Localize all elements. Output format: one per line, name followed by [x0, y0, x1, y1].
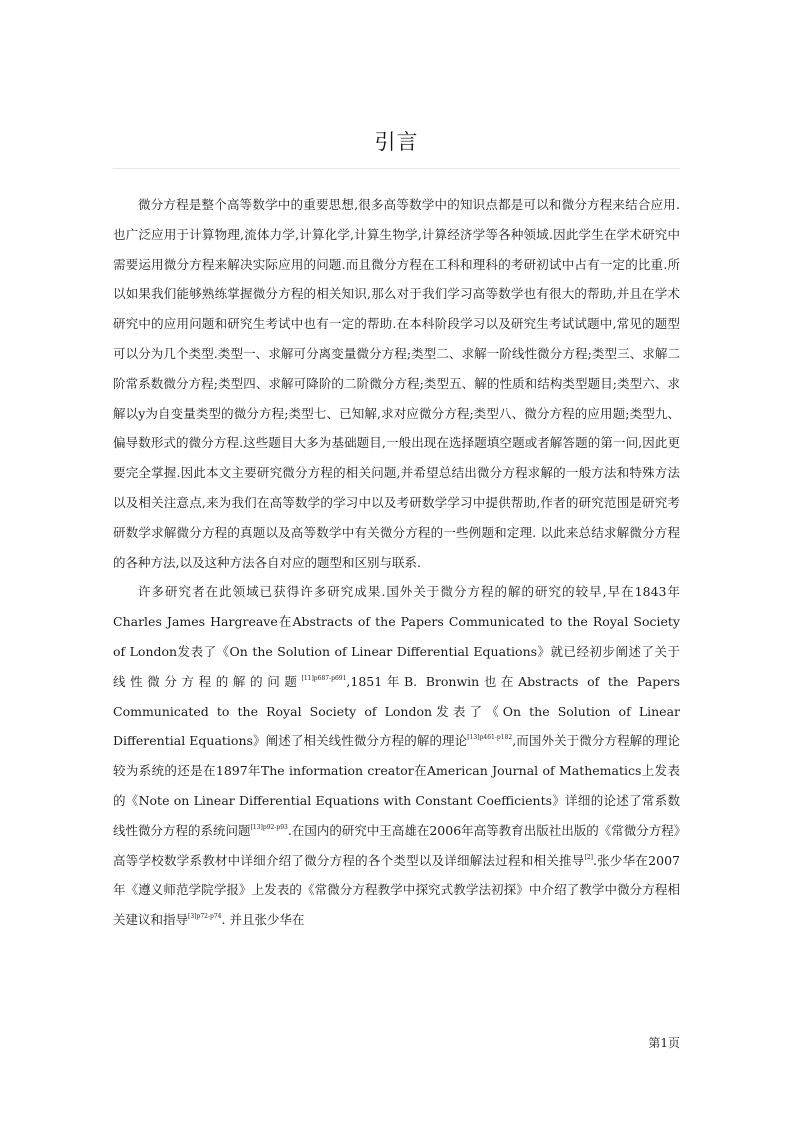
page-title: 引言 — [374, 130, 419, 154]
body-text — [113, 190, 680, 935]
sentence: ,1851年B. Bronwin也在Abstracts of the Papers Communicated to the Royal Society of London发表了《On the Solution of Linear Differential Equations》阐述了相关线性微分方程的解的理论 — [113, 673, 680, 749]
sentence: .在国内的研究中王高雄在2006年高等教育出版社出版的《常微分方程》高等学校数学系教材中详细介绍了微分方程的各个类型以及详细解法过程和相关推导 — [113, 822, 680, 868]
paragraph-research-history — [113, 577, 680, 935]
citation-ref: [11]p687-p691 — [301, 674, 347, 682]
citation-ref: [13]p461-p182 — [467, 734, 513, 742]
title-divider — [113, 168, 680, 169]
citation-ref: [3]p72-p74 — [188, 913, 222, 921]
sentence: .张少华在2007年《遵义师范学院学报》上发表的《常微分方程教学中探究式教学法初探》中介绍了教学中微分方程相关建议和指导 — [113, 852, 680, 928]
sentence: 许多研究者在此领域已获得许多研究成果.国外关于微分方程的解的研究的较早,早在1843年Charles James Hargreave在Abstracts of the Papers Communicated to the Royal Society of London发表了《On the Solution of Linear Differential Equations》就已经初步阐述了关于线性微分方程的解的问题 — [113, 584, 680, 689]
sentence: . 并且张少华在 — [221, 912, 305, 928]
page-number: 第1页 — [648, 1036, 680, 1050]
paragraph-intro: 微分方程是整个高等数学中的重要思想,很多高等数学中的知识点都是可以和微分方程来结合应用.也广泛应用于计算物理,流体力学,计算化学,计算生物学,计算经济学等各种领域.因此学生在学术研究中需要运用微分方程来解决实际应用的问题.而且微分方程在工科和理科的考研初试中占有一定的比重.所以如果我们能够熟练掌握微分方程的相关知识,那么对于我们学习高等数学也有很大的帮助,并且在学术研究中的应用问题和研究生考试中也有一定的帮助.在本科阶段学习以及研究生考试试题中,常见的题型可以分为几个类型.类型一、求解可分离变量微分方程;类型二、求解一阶线性微分方程;类型三、求解二阶常系数微分方程;类型四、求解可降阶的二阶微分方程;类型五、解的性质和结构类型题目;类型六、求解以y为自变量类型的微分方程;类型七、已知解,求对应微分方程;类型八、微分方程的应用题;类型九、偏导数形式的微分方程.这些题目大多为基础题目,一般出现在选择题填空题或者解答题的第一问,因此更要完全掌握.因此本文主要研究微分方程的相关问题,并希望总结出微分方程求解的一般方法和特殊方法以及相关注意点,来为我们在高等数学的学习中以及考研数学学习中提供帮助,作者的研究范围是研究考研数学求解微分方程的真题以及高等数学中有关微分方程的一些例题和定理. 以此来总结求解微分方程的各种方法,以及这种方法各自对应的题型和区别与联系. — [113, 197, 680, 570]
citation-ref: [13]p92-p93 — [250, 823, 288, 831]
citation-ref: [2] — [584, 853, 593, 861]
sentence: ,而国外关于微分方程解的理论较为系统的还是在1897年The information creator在American Journal of Mathematics上发表的《Note on Linear Differential Equations with Constant Coefficients》详细的论述了常系数线性微分方程的系统问题 — [113, 733, 680, 838]
